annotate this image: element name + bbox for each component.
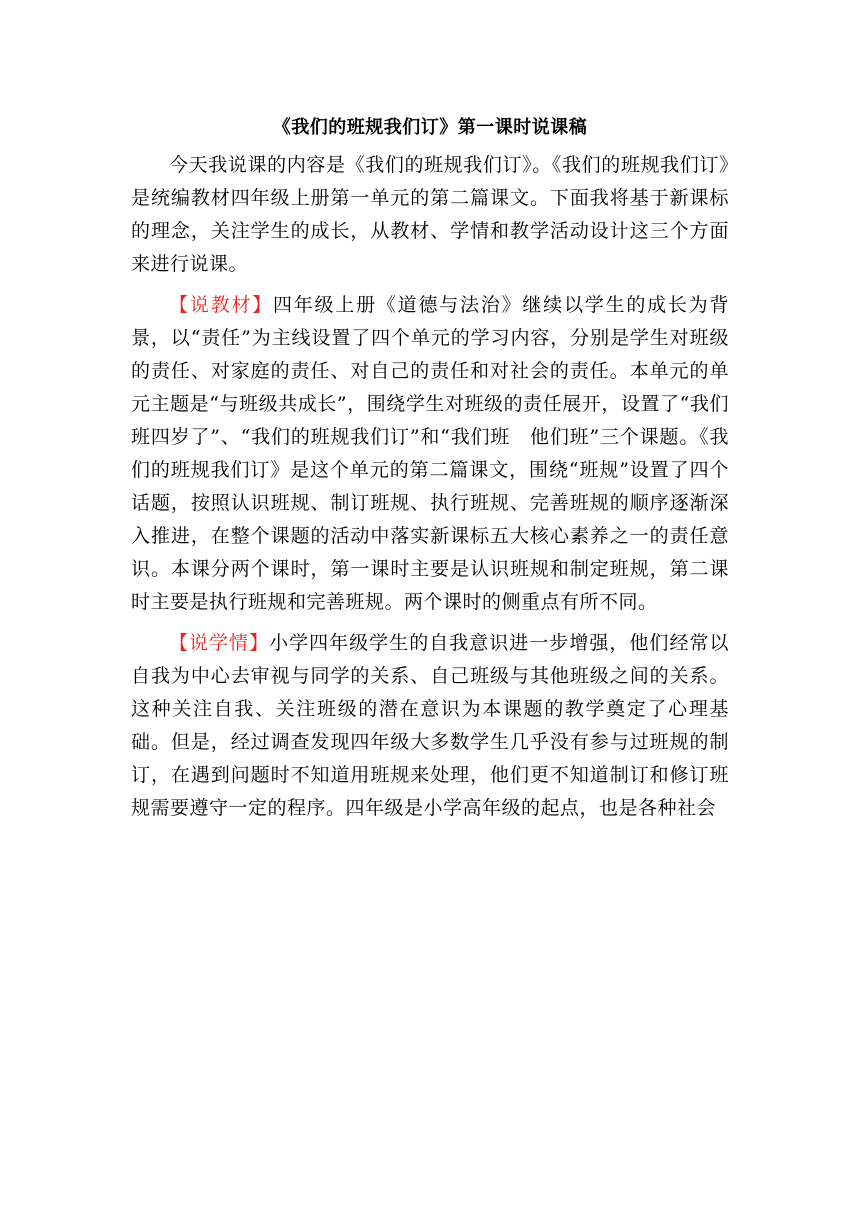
section-students-text: 小学四年级学生的自我意识进一步增强，他们经常以自我为中心去审视与同学的关系、自己班级与其他班级之间的关系。这种关注自我、关注班级的潜在意识为本课题的教学奠定了心理基础。但是，经过调查发现四年级大多数学生几乎没有参与过班规的制订，在遇到问题时不知道用班规来处理，他们更不知道制订和修订班规需要遵守一定的程序。四年级是小学高年级的起点，也是各种社会	[131, 632, 729, 819]
section-textbook-tag: 【说教材】	[169, 294, 273, 316]
intro-paragraph: 今天我说课的内容是《我们的班规我们订》。《我们的班规我们订》是统编教材四年级上册第一单元的第二篇课文。下面我将基于新课标的理念，关注学生的成长，从教材、学情和教学活动设计这三个方面来进行说课。	[131, 154, 729, 275]
section-students-tag: 【说学情】	[169, 632, 270, 654]
section-textbook-paragraph	[131, 289, 729, 619]
section-textbook-text: 四年级上册《道德与法治》继续以学生的成长为背景，以“责任”为主线设置了四个单元的学习内容，分别是学生对班级的责任、对家庭的责任、对自己的责任和对社会的责任。本单元的单元主题是“与班级共成长”，围绕学生对班级的责任展开，设置了“我们班四岁了”、“我们的班规我们订”和“我们班 他们班”三个课题。《我们的班规我们订》是这个单元的第二篇课文，围绕“班规”设置了四个话题，按照认识班规、制订班规、执行班规、完善班规的顺序逐渐深入推进，在整个课题的活动中落实新课标五大核心素养之一的责任意识。本课分两个课时，第一课时主要是认识班规和制定班规，第二课时主要是执行班规和完善班规。两个课时的侧重点有所不同。	[131, 294, 729, 613]
section-students-paragraph	[131, 627, 729, 825]
document-title: 《我们的班规我们订》第一课时说课稿	[272, 117, 588, 138]
document-page	[131, 113, 729, 833]
